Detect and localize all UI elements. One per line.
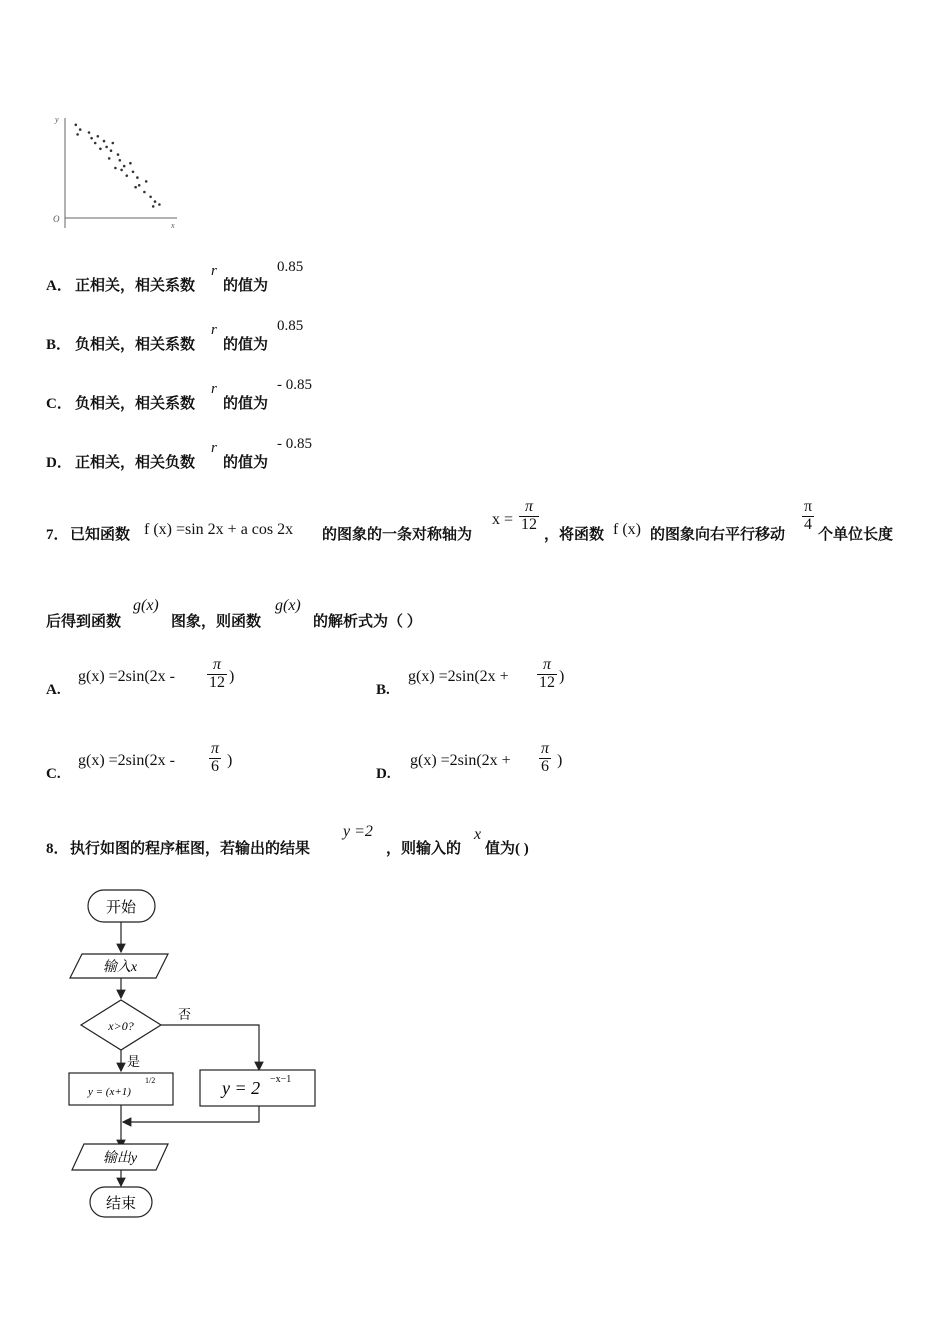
scatter-points [75,124,161,208]
fraction-denominator: 12 [521,515,537,533]
q7-line2-c: 的解析式为（ ） [313,614,422,630]
option-value: - 0.85 [277,436,312,452]
option-value: 0.85 [277,318,304,334]
scatter-point [105,146,108,149]
q7-g-2: g(x) [275,597,301,614]
scatter-point [143,191,146,194]
fraction-denominator: 4 [804,515,813,533]
option-formula-rhs: ) [557,752,563,769]
q8-var-x: x [474,826,482,843]
var-r: r [211,440,217,456]
var-r: r [211,381,217,397]
scatter-point [76,133,79,136]
scatter-point [75,124,78,127]
flow-yes-label: 是 [127,1054,141,1069]
flow-output-label: 输出y [102,1151,138,1166]
option-value: - 0.85 [277,377,312,393]
q7-g-1: g(x) [133,597,159,614]
option-formula-lhs: g(x) =2sin(2x - [78,668,176,685]
scatter-point [108,157,111,160]
x-axis-label: x [171,221,175,230]
flow-no-branch-line [161,1025,259,1070]
option-fraction [207,657,227,692]
flow-input-label: 输入x [102,960,138,975]
option-letter: A． [46,278,72,294]
q7-axis-fraction [519,499,539,534]
flow-left-process-label: y = (x+1) [88,1086,131,1098]
q8-result: y =2 [343,823,373,840]
question-number: 7． [46,527,69,543]
scatter-point [110,149,113,152]
option-value: 0.85 [277,259,304,275]
scatter-point [154,200,157,203]
option-formula-lhs: g(x) =2sin(2x - [78,752,176,769]
scatter-point [134,186,137,189]
scatter-point [120,169,123,172]
question-number: 8． [46,841,69,857]
option-formula-rhs: ) [227,752,233,769]
option-text-2: 的值为 [223,396,269,412]
fraction-denominator: 12 [209,673,225,691]
scatter-point [88,131,91,134]
option-letter: D． [46,455,72,471]
q7-text-3: ，将函数 [544,527,605,543]
scatter-point [158,203,161,206]
scatter-point [126,174,129,177]
scatter-point [114,167,117,170]
option-fraction [209,741,221,776]
scatter-point [97,135,100,138]
q8-text-2: ，则输入的 [386,841,462,857]
scatter-point [138,184,141,187]
var-r: r [211,263,217,279]
fraction-denominator: 12 [539,673,555,691]
q7-f: f (x) [613,521,641,538]
flow-merge-line [123,1106,259,1122]
q7-axis-lhs: x = [492,511,514,528]
q7-shift-fraction [802,499,814,534]
scatter-point [90,137,93,140]
option-text-2: 的值为 [223,455,269,471]
fraction-numerator: π [804,498,813,515]
option-fraction [537,657,557,692]
scatter-point [99,148,102,151]
option-letter: C． [46,396,72,412]
fraction-numerator: π [519,499,539,517]
fraction-numerator: π [541,740,550,757]
scatter-point [79,128,82,131]
option-letter: B. [376,682,390,698]
flowchart [60,880,330,1225]
fraction-denominator: 6 [211,757,219,775]
option-formula-lhs: g(x) =2sin(2x + [408,668,509,685]
q7-text-5: 个单位长度 [818,527,894,543]
flow-decision-label: x>0? [108,1019,134,1033]
scatter-point [123,165,126,168]
q7-text-4: 的图象向右平行移动 [650,527,786,543]
scatter-point [94,142,97,145]
option-text-2: 的值为 [223,278,269,294]
var-r: r [211,322,217,338]
scatter-plot [45,110,185,235]
option-text: 负相关，相关系数 [75,337,196,353]
q7-text-1: 已知函数 [70,527,131,543]
fraction-denominator: 6 [541,757,549,775]
option-fraction [539,741,551,776]
q7-function: f (x) =sin 2x + a cos 2x [144,521,294,538]
option-text: 正相关，相关系数 [75,278,196,294]
flow-start-label: 开始 [105,900,137,916]
scatter-point [132,171,135,174]
scatter-point [149,196,152,199]
flow-no-label: 否 [178,1007,192,1022]
option-formula-rhs: ) [229,668,235,685]
flow-right-process-label: y = 2 [222,1078,261,1098]
fraction-numerator: π [537,657,557,675]
q8-text-1: 执行如图的程序框图，若输出的结果 [70,841,311,857]
option-letter: C. [46,766,61,782]
option-text: 负相关，相关系数 [75,396,196,412]
option-formula-lhs: g(x) =2sin(2x + [410,752,511,769]
scatter-point [136,176,139,179]
scatter-point [117,153,120,156]
option-text: 正相关，相关负数 [75,455,196,471]
scatter-point [129,162,132,165]
fraction-numerator: π [211,740,220,757]
scatter-point [152,205,155,208]
option-letter: B． [46,337,72,353]
q7-text-2: 的图象的一条对称轴为 [322,527,473,543]
option-formula-rhs: ) [559,668,565,685]
option-letter: D. [376,766,391,782]
y-axis-label: y [55,115,59,124]
fraction-numerator: π [207,657,227,675]
q7-line2-b: 图象，则函数 [171,614,262,630]
option-text-2: 的值为 [223,337,269,353]
scatter-point [103,140,106,143]
q8-text-3: 值为( ) [485,841,529,857]
scatter-point [112,142,115,145]
scatter-point [119,159,122,162]
q7-line2-a: 后得到函数 [46,614,122,630]
origin-label: O [53,214,60,224]
option-letter: A. [46,682,61,698]
scatter-point [145,180,148,183]
flow-left-process-exponent: 1/2 [145,1076,156,1085]
flow-end-label: 结束 [105,1196,137,1212]
flow-right-process-exponent: −x−1 [270,1074,292,1085]
